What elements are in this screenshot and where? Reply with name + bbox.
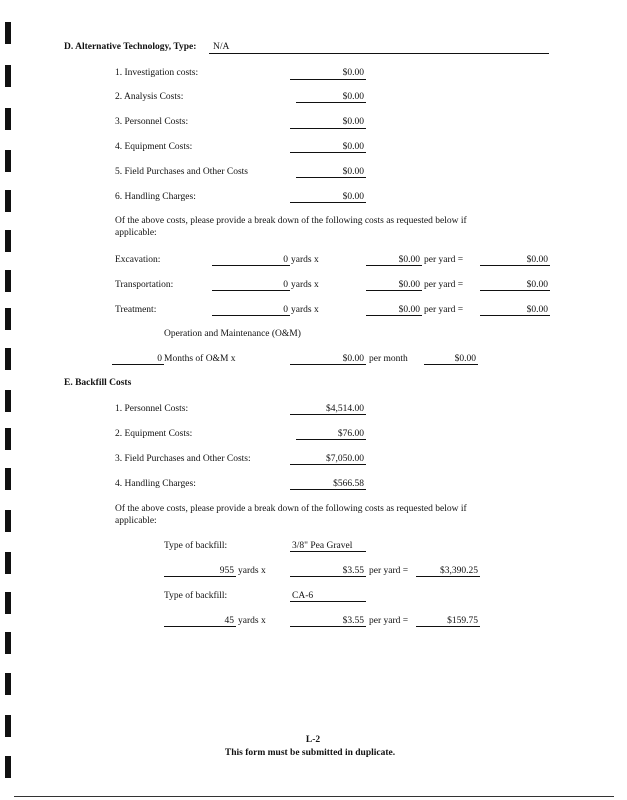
backfill-qty-line [164, 576, 236, 577]
breakdown-label: Transportation: [115, 280, 174, 290]
breakdown-qty: 0 [283, 280, 288, 290]
d-item-label: 5. Field Purchases and Other Costs [115, 167, 248, 177]
d-item-line [296, 177, 366, 178]
breakdown-rate: $0.00 [398, 305, 420, 315]
d-item-label: 2. Analysis Costs: [115, 92, 184, 102]
e-item-line [290, 489, 366, 490]
om-total: $0.00 [454, 354, 476, 364]
breakdown-total: $0.00 [526, 280, 548, 290]
d-item-label: 6. Handling Charges: [115, 192, 196, 202]
breakdown-total: $0.00 [526, 305, 548, 315]
backfill-total-line [416, 626, 480, 627]
section-d-title: D. Alternative Technology, Type: [64, 42, 197, 52]
om-months: 0 [157, 354, 162, 364]
om-rate: $0.00 [342, 354, 364, 364]
breakdown-rate-line [366, 265, 422, 266]
page-number: L-2 [305, 735, 321, 745]
breakdown-rate: $0.00 [398, 255, 420, 265]
e-item-label: 4. Handling Charges: [115, 479, 196, 489]
e-breakdown-note: Of the above costs, please provide a break down of the following costs as requested below if [115, 504, 467, 514]
e-item-line [290, 464, 366, 465]
breakdown-qty-unit: yards x [291, 280, 319, 290]
d-item-label: 4. Equipment Costs: [115, 142, 193, 152]
om-rate-unit: per month [369, 354, 408, 364]
backfill-type-label: Type of backfill: [164, 591, 228, 601]
e-item-value: $566.58 [333, 479, 364, 489]
om-total-line [424, 364, 478, 365]
d-item-value: $0.00 [342, 117, 364, 127]
breakdown-total: $0.00 [526, 255, 548, 265]
d-item-value: $0.00 [342, 192, 364, 202]
breakdown-qty-unit: yards x [291, 255, 319, 265]
breakdown-qty-line [212, 290, 290, 291]
bottom-rule [14, 796, 614, 797]
backfill-qty-unit: yards x [238, 616, 266, 626]
backfill-qty-line [164, 626, 236, 627]
backfill-total-line [416, 576, 480, 577]
e-breakdown-note-2: applicable: [115, 516, 157, 526]
breakdown-qty-unit: yards x [291, 305, 319, 315]
d-item-line [290, 79, 366, 80]
breakdown-label: Excavation: [115, 255, 161, 265]
breakdown-total-line [480, 265, 550, 266]
om-months-unit: Months of O&M x [164, 354, 236, 364]
backfill-qty-unit: yards x [238, 566, 266, 576]
breakdown-total-line [480, 290, 550, 291]
breakdown-qty: 0 [283, 255, 288, 265]
breakdown-qty-line [212, 265, 290, 266]
breakdown-label: Treatment: [115, 305, 157, 315]
backfill-type-value: CA-6 [292, 591, 314, 601]
d-item-line [296, 102, 366, 103]
backfill-rate: $3.55 [342, 566, 364, 576]
e-item-value: $4,514.00 [326, 404, 364, 414]
backfill-type-label: Type of backfill: [164, 541, 228, 551]
backfill-rate-unit: per yard = [369, 616, 409, 626]
d-breakdown-note: Of the above costs, please provide a break down of the following costs as requested below if [115, 216, 467, 226]
backfill-total: $3,390.25 [440, 566, 478, 576]
backfill-rate-unit: per yard = [369, 566, 409, 576]
om-title: Operation and Maintenance (O&M) [164, 329, 301, 339]
section-e-title: E. Backfill Costs [64, 378, 132, 388]
d-item-line [290, 202, 366, 203]
section-d-type-value: N/A [213, 42, 230, 52]
breakdown-rate-unit: per yard = [424, 305, 464, 315]
breakdown-total-line [480, 315, 550, 316]
backfill-total: $159.75 [447, 616, 478, 626]
d-item-value: $0.00 [342, 68, 364, 78]
d-breakdown-note-2: applicable: [115, 228, 157, 238]
breakdown-qty: 0 [283, 305, 288, 315]
d-item-line [290, 128, 366, 129]
breakdown-rate: $0.00 [398, 280, 420, 290]
om-months-line [112, 364, 164, 365]
backfill-type-value: 3/8" Pea Gravel [292, 541, 353, 551]
breakdown-rate-unit: per yard = [424, 280, 464, 290]
backfill-rate-line [290, 576, 366, 577]
breakdown-rate-line [366, 290, 422, 291]
e-item-label: 1. Personnel Costs: [115, 404, 189, 414]
backfill-rate-line [290, 626, 366, 627]
backfill-qty: 955 [219, 566, 234, 576]
breakdown-qty-line [212, 315, 290, 316]
d-item-label: 1. Investigation costs: [115, 68, 199, 78]
e-item-value: $76.00 [337, 429, 364, 439]
footer-note: This form must be submitted in duplicate. [224, 748, 396, 758]
d-item-value: $0.00 [342, 142, 364, 152]
d-item-value: $0.00 [342, 167, 364, 177]
backfill-type-line [290, 551, 366, 552]
e-item-label: 3. Field Purchases and Other Costs: [115, 454, 251, 464]
om-rate-line [290, 364, 366, 365]
backfill-qty: 45 [224, 616, 234, 626]
d-item-label: 3. Personnel Costs: [115, 117, 189, 127]
e-item-value: $7,050.00 [326, 454, 364, 464]
backfill-rate: $3.55 [342, 616, 364, 626]
e-item-line [290, 414, 366, 415]
e-item-label: 2. Equipment Costs: [115, 429, 193, 439]
backfill-type-line [290, 601, 366, 602]
d-item-line [290, 152, 366, 153]
breakdown-rate-unit: per yard = [424, 255, 464, 265]
breakdown-rate-line [366, 315, 422, 316]
e-item-line [296, 439, 366, 440]
section-d-type-line [209, 53, 549, 54]
d-item-value: $0.00 [342, 92, 364, 102]
